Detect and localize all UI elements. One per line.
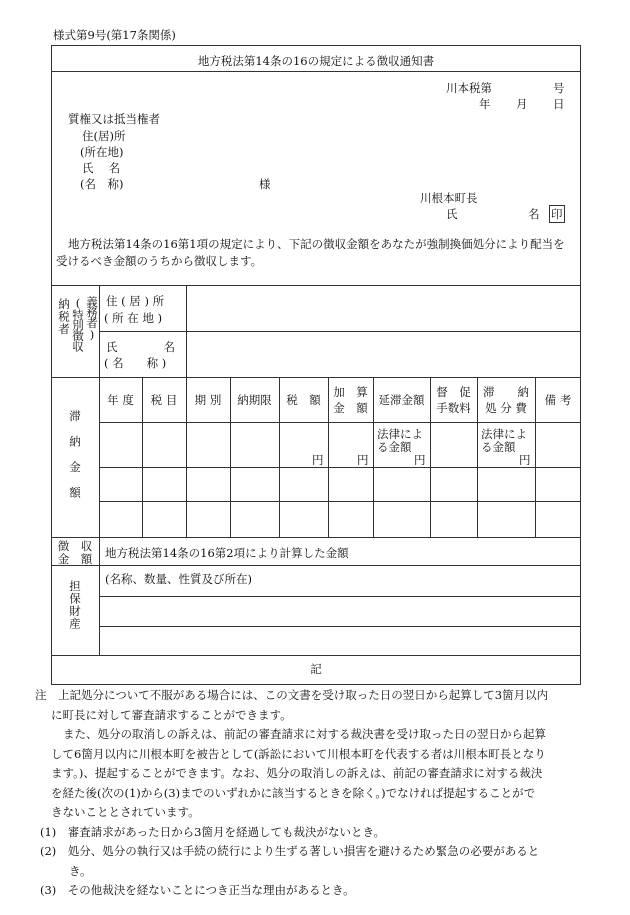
header-tax-amount: 税 額 <box>286 393 321 407</box>
ki-mark: 記 <box>310 662 322 676</box>
taxpayer-label-line <box>186 285 187 377</box>
header-surcharge-1: 加 算 <box>333 385 368 399</box>
taxpayer-label-col2: (特別徴収 <box>71 296 85 351</box>
arrears-label: 滞納金額 <box>68 410 82 512</box>
taxpayer-name-alt-label: ( 名 称 ) <box>104 356 167 370</box>
form-title: 地方税法第14条の16の規定による徴収通知書 <box>197 54 435 68</box>
addressee-name-alt: (名 称) <box>80 177 124 191</box>
table-top-line <box>51 285 581 286</box>
disposal-legal-2: る金額 <box>481 440 516 454</box>
arrears-header-line <box>99 422 581 423</box>
header-demand-fee-2: 手数料 <box>436 401 471 415</box>
office-number-prefix: 川本税第 <box>446 81 492 95</box>
issuer-name-label-2: 名 <box>528 207 540 221</box>
date-month: 月 <box>516 97 528 111</box>
taxpayer-address-label: 住 ( 居 ) 所 <box>106 294 165 308</box>
header-disposal-cost-1: 滞 納 <box>483 385 529 399</box>
header-year: 年 度 <box>107 393 134 407</box>
collection-label-2: 金 額 <box>57 552 93 566</box>
collateral-bottom-line <box>51 655 581 656</box>
taxpayer-name-label: 氏 名 <box>106 340 175 354</box>
note-line-6: を経た後(次の(1)から(3)までのいずれかに該当するときを除く。)でなければ提起することがで <box>51 785 536 800</box>
note-line-5: ます。)、提起することができます。なお、処分の取消しの訴えは、前記の審査請求に対する裁決 <box>51 766 543 780</box>
taxpayer-row-divider <box>99 331 581 332</box>
header-disposal-cost-2: 処 分 費 <box>485 401 527 415</box>
surcharge-yen: 円 <box>357 453 369 467</box>
addressee-name: 氏 名 <box>82 161 121 175</box>
note-item-3: (3) その他裁決を経ないことにつき正当な理由があるとき。 <box>40 883 355 897</box>
collection-label-1: 徴 収 <box>57 539 93 553</box>
collateral-text: (名称、数量、性質及び所在) <box>105 572 252 586</box>
delinquency-legal-1: 法律によ <box>377 427 423 441</box>
collection-bottom-line <box>51 565 581 566</box>
arrears-row-line-1 <box>99 467 581 468</box>
form-id: 様式第9号(第17条関係) <box>53 28 176 42</box>
header-due-date: 納期限 <box>237 393 272 407</box>
date-day: 日 <box>553 97 565 111</box>
collection-text: 地方税法第14条の16第2項により計算した金額 <box>105 546 349 560</box>
header-surcharge-2: 金 額 <box>333 401 368 415</box>
note-item-1: (1) 審査請求があった日から3箇月を経過しても裁決がないとき。 <box>40 824 386 839</box>
taxpayer-address-alt-label: ( 所 在 地 ) <box>104 311 163 325</box>
tax-amount-yen: 円 <box>312 453 324 467</box>
header-tax-item: 税 目 <box>150 393 178 407</box>
delinquency-legal-2: る金額 <box>377 440 412 454</box>
addressee-honorific: 様 <box>259 177 271 191</box>
collateral-line-1 <box>99 596 581 597</box>
taxpayer-label-col1: 納税者 <box>57 298 71 336</box>
note-line-2: に町長に対して審査請求することができます。 <box>51 707 292 722</box>
addressee-address-alt: (所在地) <box>80 145 124 159</box>
header-demand-fee-1: 督 促 <box>436 385 471 399</box>
body-text-line-1: 地方税法第14条の16第1項の規定により、下記の徴収金額をあなたが強制換価処分により配当を <box>68 237 565 251</box>
taxpayer-label-col3: 義務者) <box>85 296 99 341</box>
note-line-1: 注 上記処分について不服がある場合には、この文書を受け取った日の翌日から起算して3箇月以内 <box>35 688 549 702</box>
note-line-7: きないこととされています。 <box>51 805 200 819</box>
issuer-name-label-1: 氏 <box>446 207 458 221</box>
note-line-3: また、処分の取消しの訴えは、前記の審査請求に対する裁決書を受け取った日の翌日から起算 <box>63 727 546 741</box>
addressee-role: 質権又は抵当権者 <box>68 112 160 126</box>
label-column-line <box>99 285 100 655</box>
disposal-yen: 円 <box>519 453 531 467</box>
arrears-row-line-2 <box>99 501 581 502</box>
addressee-address: 住(居)所 <box>82 129 126 143</box>
note-line-4: して6箇月以内に川根本町を被告として(訴訟において川根本町を代表する者は川根本町長となり <box>51 746 546 761</box>
collateral-line-2 <box>99 626 581 627</box>
taxpayer-bottom-line <box>51 377 581 378</box>
issuer-title: 川根本町長 <box>420 191 478 205</box>
collateral-label: 担保財産 <box>68 580 82 630</box>
header-delinquency: 延滞金額 <box>378 393 425 407</box>
note-item-2b: き。 <box>69 863 92 878</box>
note-item-2a: (2) 処分、処分の執行又は手続の続行により生ずる著しい損害を避けるため緊急の必要があると <box>40 844 540 858</box>
delinquency-yen: 円 <box>414 453 426 467</box>
arrears-bottom-line <box>51 537 581 538</box>
issuer-seal: 印 <box>551 207 563 221</box>
office-number-suffix: 号 <box>553 81 565 95</box>
header-remarks: 備 考 <box>544 393 572 407</box>
date-year: 年 <box>479 97 491 111</box>
notes <box>35 686 591 901</box>
body-text-line-2: 受けるべき金額のうちから徴収します。 <box>56 254 263 268</box>
header-period: 期 別 <box>194 393 222 407</box>
title-divider <box>51 71 581 72</box>
disposal-legal-1: 法律によ <box>481 427 527 441</box>
